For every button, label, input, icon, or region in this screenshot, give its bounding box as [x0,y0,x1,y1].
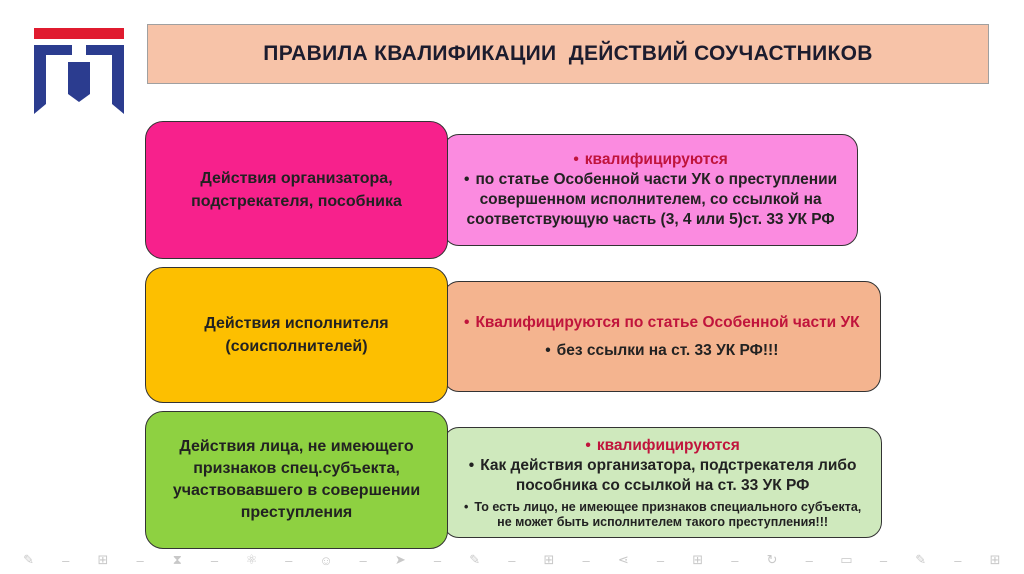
dash: – [582,552,590,568]
row3-rule-line: пособника со ссылкой на ст. 33 УК РФ [515,476,810,494]
dash: – [136,552,144,568]
pencil-icon: ✎ [915,552,927,567]
row3-rule-box [443,427,882,538]
pencil-icon: ✎ [469,552,481,567]
row3-rule-line: не может быть исполнителем такого преступления!!! [497,514,829,529]
dash: – [210,552,219,568]
row1-rule-box [443,134,858,246]
refresh-icon: ↻ [766,552,778,567]
dash: – [359,552,367,568]
dash: – [62,552,70,568]
dash: – [656,552,665,568]
hourglass-icon: ⧗ [172,552,182,567]
dash: – [731,552,739,568]
translate-icon: ⊞ [692,552,704,567]
university-logo [30,22,128,116]
row1-rule-line: • по статье Особенной части УК о преступлении [464,171,838,188]
title-banner [147,24,989,84]
atom-icon: ⚛ [245,552,258,567]
page-title: ПРАВИЛА КВАЛИФИКАЦИИ ДЕЙСТВИЙ СОУЧАСТНИКОВ [263,42,873,65]
decorative-footer-strip [0,550,1024,570]
head-icon: ☺ [319,552,333,568]
row1-subject-box [145,121,448,259]
row1-rule-line: соответствующую часть (3, 4 или 5)ст. 33 УК РФ [466,211,835,228]
row3-rule-line: • Как действия организатора, подстрекателя либо [468,456,857,474]
dash: – [879,552,888,568]
row2-rule-box [443,281,881,392]
pencil-icon: ✎ [23,552,35,567]
row3-subject-label: Действия лица, не имеющего признаков спец.субъекта, участвовавшего в совершении преступления [172,438,421,521]
dash: – [433,552,442,568]
dash: – [954,552,962,568]
row1-subject-label: Действия организатора, подстрекателя, пособника [191,170,402,210]
row2-rule-line: • без ссылки на ст. 33 УК РФ!!! [545,341,779,359]
translate-icon: ⊞ [989,552,1001,567]
row2-subject-box [145,267,448,403]
dash: – [508,552,516,568]
row3-rule-line: • квалифицируются [585,436,740,454]
row3-subject-box [145,411,448,549]
translate-icon: ⊞ [543,552,555,567]
row3-rule-line: • То есть лицо, не имеющее признаков специального субъекта, [464,499,862,514]
row1-rule-line: совершенном исполнителем, со ссылкой на [479,191,822,208]
row2-rule-line: • Квалифицируются по статье Особенной части УК [464,313,860,331]
laptop-icon: ▭ [840,552,853,567]
share-icon: ⋖ [617,552,629,567]
dash: – [805,552,813,568]
row2-subject-label: Действия исполнителя (соисполнителей) [204,315,389,355]
send-icon: ➤ [394,552,406,567]
row1-rule-line: • квалифицируются [573,151,728,168]
dash: – [285,552,293,568]
translate-icon: ⊞ [97,552,109,567]
